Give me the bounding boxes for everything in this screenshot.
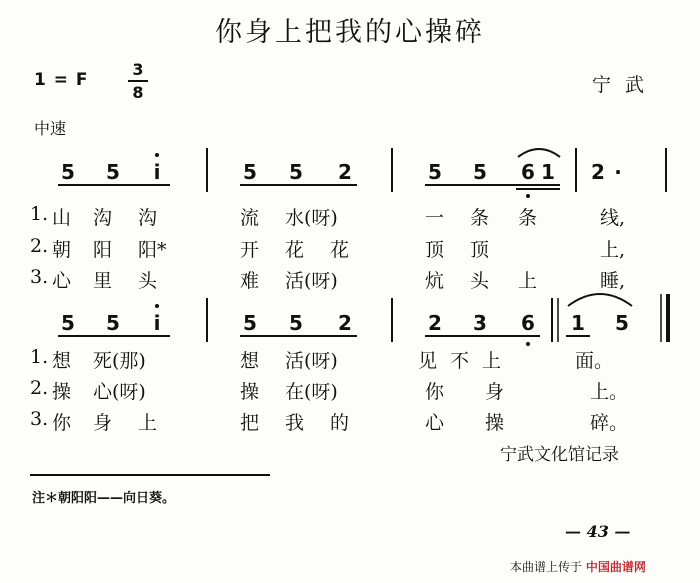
lyric-line: 2. 朝 阳 阳* 开 花 花 顶 顶 上,	[30, 235, 626, 261]
key-signature: 1 = F	[34, 70, 89, 90]
meter-bottom: 8	[132, 83, 144, 102]
recorder-credit: 宁武文化馆记录	[500, 445, 619, 465]
footer-site: 中国曲谱网	[585, 560, 646, 574]
note: 1	[571, 311, 585, 335]
composer: 宁武	[592, 74, 659, 96]
note: 5	[106, 160, 120, 184]
note: 6	[521, 160, 535, 184]
note: 5	[615, 311, 629, 335]
lyric-line: 1. 山 沟 沟 流 水(呀) 一 条 条 线,	[30, 203, 626, 229]
note: 5	[243, 160, 257, 184]
footnote-divider	[30, 474, 270, 476]
note: i	[153, 160, 161, 184]
note: 2	[338, 160, 352, 184]
footnote: 注＊朝阳阳——向日葵。	[32, 491, 176, 506]
source-footer	[510, 558, 646, 575]
tempo-marking: 中速	[34, 119, 67, 138]
note: i	[153, 311, 161, 335]
note: 5	[61, 160, 75, 184]
note: 5	[289, 160, 303, 184]
lyric-line: 1. 想 死(那) 想 活(呀) 见 不 上 面。	[30, 346, 614, 372]
note: 2	[338, 311, 352, 335]
song-title: 你身上把我的心操碎	[215, 17, 485, 48]
footer-prefix: 本曲谱上传于	[510, 560, 583, 574]
note: 5	[243, 311, 257, 335]
note: 2	[591, 160, 605, 184]
note: 5	[428, 160, 442, 184]
note: 2	[428, 311, 442, 335]
note: 3	[473, 311, 487, 335]
note: 6	[521, 311, 535, 335]
meter-top: 3	[132, 60, 144, 79]
lyric-line: 3. 心 里 头 难 活(呀) 炕 头 上 睡,	[30, 266, 626, 292]
lyric-line: 2. 操 心(呀) 操 在(呀) 你 身 上。	[30, 377, 629, 403]
note: 5	[289, 311, 303, 335]
note: 5	[106, 311, 120, 335]
note: 5	[61, 311, 75, 335]
note: 5	[473, 160, 487, 184]
note-dot: ·	[614, 160, 622, 184]
note: 1	[541, 160, 555, 184]
lyric-line: 3. 你 身 上 把 我 的 心 操 碎。	[30, 408, 629, 434]
page-number: — 43 —	[565, 522, 631, 541]
